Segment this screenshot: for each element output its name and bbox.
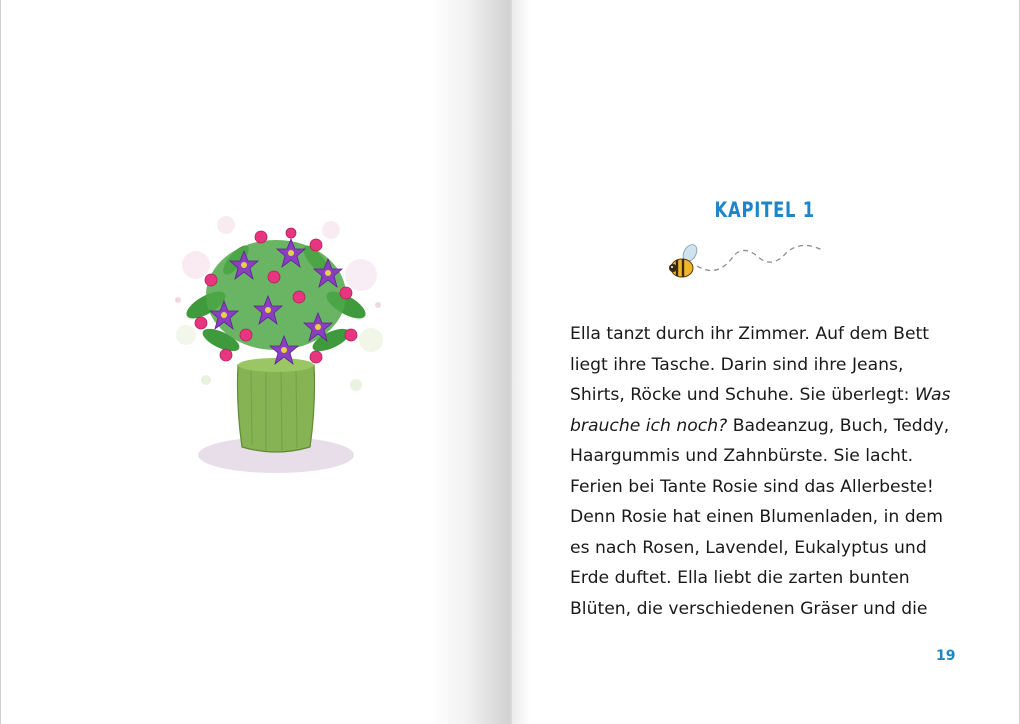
text-line: Erde duftet. Ella liebt die zarten bunten [570, 568, 910, 588]
text-line: Blüten, die verschiedenen Gräser und die [570, 598, 928, 619]
text-line [570, 380, 970, 411]
text-line: Haargummis und Zahnbürste. Sie lacht. [570, 446, 914, 466]
text-line: Denn Rosie hat einen Blumenladen, in dem [570, 507, 943, 527]
italic-thought: brauche ich noch? [570, 415, 728, 436]
text-line [570, 411, 970, 442]
chapter-title: KAPITEL 1 [714, 198, 815, 222]
text-line: Ferien bei Tante Rosie sind das Allerbeste! [570, 476, 934, 497]
gutter-shadow-left [430, 0, 510, 724]
bee-icon [662, 238, 827, 290]
text-line: es nach Rosen, Lavendel, Eukalyptus und [570, 537, 927, 558]
text-fragment: Shirts, Röcke und Schuhe. Sie überlegt: [570, 385, 915, 405]
flower-bouquet-illustration [166, 205, 386, 495]
text-line: liegt ihre Tasche. Darin sind ihre Jeans, [570, 354, 904, 375]
text-fragment: Badeanzug, Buch, Teddy, [727, 415, 950, 436]
italic-thought: Was [914, 385, 951, 405]
page-number: 19 [936, 648, 956, 664]
right-page [512, 0, 1020, 724]
text-line: Ella tanzt durch ihr Zimmer. Auf dem Bett [570, 324, 930, 344]
chapter-body-text [570, 319, 970, 624]
gutter-shadow-right [512, 0, 530, 724]
